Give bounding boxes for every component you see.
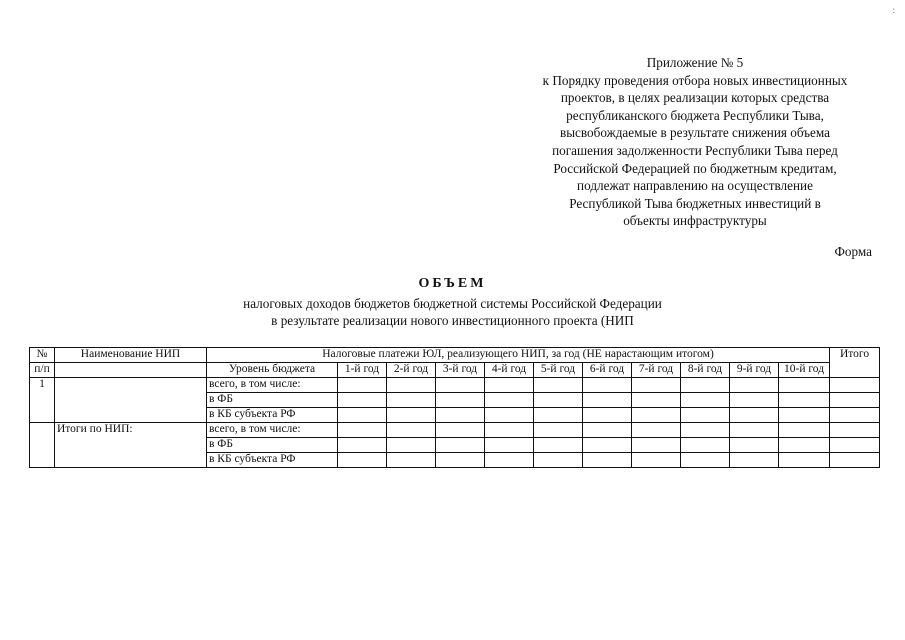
header-cell-year-2: 2-й год	[387, 363, 436, 378]
value-cell	[779, 393, 830, 408]
value-cell	[681, 423, 730, 438]
document-title: ОБЪЕМ	[418, 276, 487, 291]
value-cell	[583, 423, 632, 438]
budget-level-cell: всего, в том числе:	[207, 423, 338, 438]
value-cell	[730, 378, 779, 393]
header-cell-year-8: 8-й год	[681, 363, 730, 378]
value-cell	[436, 453, 485, 468]
header-cell-year-6: 6-й год	[583, 363, 632, 378]
budget-level-cell: в КБ субъекта РФ	[207, 408, 338, 423]
appendix-line: Республикой Тыва бюджетных инвестиций в	[569, 195, 821, 211]
appendix-line: высвобождаемые в результате снижения объема	[559, 125, 831, 141]
value-cell	[583, 453, 632, 468]
value-cell	[485, 453, 534, 468]
value-cell	[436, 438, 485, 453]
value-cell	[632, 408, 681, 423]
row-number	[30, 423, 55, 468]
header-cell-level: Уровень бюджета	[207, 363, 338, 378]
appendix-line: погашения задолженности Республики Тыва перед	[552, 142, 838, 158]
value-cell	[730, 408, 779, 423]
value-cell	[779, 378, 830, 393]
project-name-cell	[55, 378, 207, 423]
value-cell	[436, 378, 485, 393]
value-cell	[730, 423, 779, 438]
header-cell-number: №	[30, 348, 55, 363]
value-cell	[387, 408, 436, 423]
header-cell-year-7: 7-й год	[632, 363, 681, 378]
subtitle-line-2: в результате реализации нового инвестиционного проекта (НИП	[271, 313, 634, 328]
appendix-block	[515, 54, 875, 230]
value-cell	[534, 378, 583, 393]
value-cell	[387, 438, 436, 453]
value-cell	[681, 408, 730, 423]
value-cell	[387, 393, 436, 408]
value-cell	[681, 438, 730, 453]
header-cell-year-4: 4-й год	[485, 363, 534, 378]
value-cell	[485, 423, 534, 438]
value-cell	[485, 408, 534, 423]
header-row-2	[30, 363, 880, 378]
total-cell	[830, 423, 880, 438]
value-cell	[436, 408, 485, 423]
value-cell	[387, 423, 436, 438]
value-cell	[534, 393, 583, 408]
subtitle-line-1: налоговых доходов бюджетов бюджетной системы Российской Федерации	[243, 296, 662, 311]
total-cell	[830, 393, 880, 408]
value-cell	[338, 423, 387, 438]
value-cell	[583, 408, 632, 423]
value-cell	[338, 378, 387, 393]
value-cell	[779, 438, 830, 453]
value-cell	[779, 423, 830, 438]
value-cell	[632, 393, 681, 408]
totals-label-cell: Итоги по НИП:	[55, 423, 207, 468]
budget-level-cell: всего, в том числе:	[207, 378, 338, 393]
header-cell-year-9: 9-й год	[730, 363, 779, 378]
value-cell	[338, 393, 387, 408]
value-cell	[534, 453, 583, 468]
value-cell	[730, 438, 779, 453]
appendix-line: подлежат направлению на осуществление	[577, 178, 813, 194]
value-cell	[779, 453, 830, 468]
value-cell	[730, 453, 779, 468]
header-cell-year-1: 1-й год	[338, 363, 387, 378]
value-cell	[534, 408, 583, 423]
total-cell	[830, 378, 880, 393]
value-cell	[632, 438, 681, 453]
value-cell	[681, 393, 730, 408]
value-cell	[632, 423, 681, 438]
header-cell-year-3: 3-й год	[436, 363, 485, 378]
appendix-line: республиканского бюджета Республики Тыва,	[566, 107, 824, 123]
appendix-line: объекты инфраструктуры	[623, 213, 767, 229]
value-cell	[632, 453, 681, 468]
header-cell-taxes: Налоговые платежи ЮЛ, реализующего НИП, за год (НЕ нарастающим итогом)	[207, 348, 830, 363]
document-subtitle	[0, 295, 905, 329]
header-row-1	[30, 348, 880, 363]
budget-level-cell: в ФБ	[207, 393, 338, 408]
value-cell	[632, 378, 681, 393]
total-cell	[830, 408, 880, 423]
appendix-line: Российской Федерацией по бюджетным кредитам,	[553, 160, 837, 176]
form-label: Форма	[834, 244, 872, 259]
value-cell	[436, 423, 485, 438]
tax-revenue-table	[29, 347, 880, 468]
value-cell	[485, 378, 534, 393]
value-cell	[387, 378, 436, 393]
value-cell	[534, 423, 583, 438]
total-cell	[830, 453, 880, 468]
value-cell	[338, 453, 387, 468]
value-cell	[681, 378, 730, 393]
header-cell-blank	[55, 363, 207, 378]
header-cell-number-sub: п/п	[30, 363, 55, 378]
value-cell	[485, 438, 534, 453]
value-cell	[779, 408, 830, 423]
value-cell	[436, 393, 485, 408]
budget-level-cell: в КБ субъекта РФ	[207, 453, 338, 468]
appendix-line: Приложение № 5	[646, 55, 744, 70]
value-cell	[338, 438, 387, 453]
header-cell-name: Наименование НИП	[55, 348, 207, 363]
header-cell-year-5: 5-й год	[534, 363, 583, 378]
table-row	[30, 378, 880, 393]
value-cell	[583, 393, 632, 408]
value-cell	[387, 453, 436, 468]
value-cell	[534, 438, 583, 453]
budget-level-cell: в ФБ	[207, 438, 338, 453]
total-cell	[830, 438, 880, 453]
value-cell	[583, 438, 632, 453]
header-cell-total: Итого	[830, 348, 880, 378]
appendix-line: проектов, в целях реализации которых средства	[560, 90, 830, 106]
row-number: 1	[30, 378, 55, 423]
value-cell	[485, 393, 534, 408]
value-cell	[338, 408, 387, 423]
appendix-line: к Порядку проведения отбора новых инвестиционных	[542, 72, 848, 88]
value-cell	[681, 453, 730, 468]
header-cell-year-10: 10-й год	[779, 363, 830, 378]
value-cell	[583, 378, 632, 393]
table-row	[30, 423, 880, 438]
corner-mark: :	[892, 5, 895, 15]
value-cell	[730, 393, 779, 408]
